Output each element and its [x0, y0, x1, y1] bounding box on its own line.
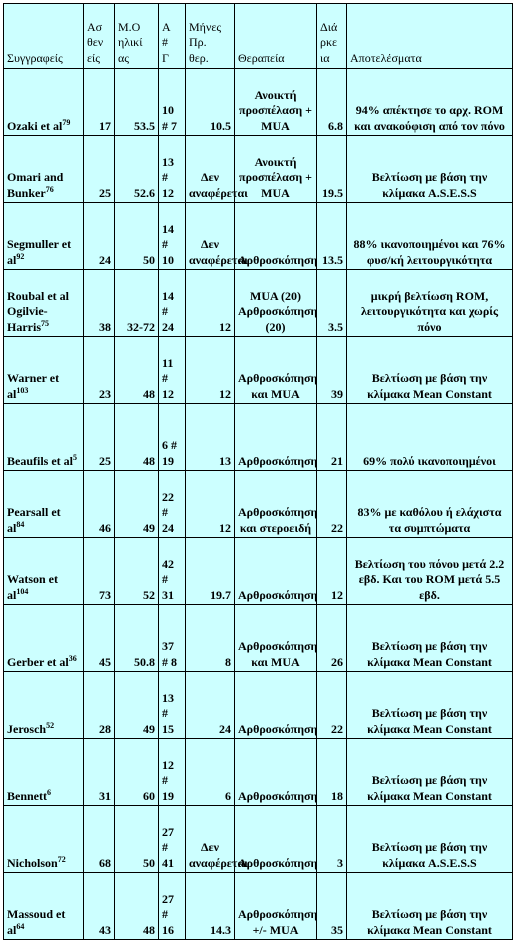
results-cell: 94% απέκτησε το αρχ. ROM και ανακούφιση από τον πόνο [347, 69, 513, 136]
months-cell: 12 [186, 270, 235, 337]
ratio-cell: 11 # 12 [159, 337, 186, 404]
author-cell [4, 203, 84, 270]
patients-cell: 46 [84, 471, 115, 538]
duration-cell: 21 [317, 404, 347, 471]
patients-cell: 45 [84, 605, 115, 672]
age-cell: 48 [115, 337, 159, 404]
therapy-cell: Αρθροσκόπηση +/- MUA [235, 873, 317, 940]
months-cell: 10.5 [186, 69, 235, 136]
reference-number: 75 [41, 318, 49, 328]
therapy-cell: Αρθροσκόπηση [235, 203, 317, 270]
age-cell: 49 [115, 471, 159, 538]
therapy-cell: Αρθροσκόπηση [235, 404, 317, 471]
patients-cell: 23 [84, 337, 115, 404]
results-cell: μικρή βελτίωση ROM, λειτουργικότητα και χωρίς πόνο [347, 270, 513, 337]
header-results: Αποτελέσματα [347, 4, 513, 69]
age-cell: 50 [115, 806, 159, 873]
author-cell [4, 136, 84, 203]
reference-number: 104 [16, 586, 29, 596]
studies-table [3, 3, 513, 940]
header-author: Συγγραφείς [4, 4, 84, 69]
table-row [4, 404, 513, 471]
table-row [4, 873, 513, 940]
patients-cell: 28 [84, 672, 115, 739]
author-name: Bennett [7, 788, 47, 803]
patients-cell: 73 [84, 538, 115, 605]
author-cell [4, 672, 84, 739]
author-name: Watson et al [7, 572, 58, 602]
reference-number: 6 [47, 787, 51, 797]
author-name: Massoud et al [7, 907, 66, 937]
author-name: Segmuller et al [7, 237, 72, 267]
duration-cell: 35 [317, 873, 347, 940]
header-therapy: Θεραπεία [235, 4, 317, 69]
results-cell: Βελτίωση με βάση την κλίμακα Mean Constant [347, 873, 513, 940]
patients-cell: 24 [84, 203, 115, 270]
header-age: Μ.Ο ηλικί ας [115, 4, 159, 69]
patients-cell: 25 [84, 136, 115, 203]
results-cell: 69% πολύ ικανοποιημένοι [347, 404, 513, 471]
therapy-cell: Ανοικτή προσπέλαση + MUA [235, 136, 317, 203]
duration-cell: 12 [317, 538, 347, 605]
months-cell: Δεν αναφέρεται [186, 136, 235, 203]
months-cell: 19.7 [186, 538, 235, 605]
header-duration: Διά ρκε ια [317, 4, 347, 69]
table-row [4, 605, 513, 672]
months-cell: 12 [186, 471, 235, 538]
table-row [4, 270, 513, 337]
therapy-cell: Αρθροσκόπηση [235, 806, 317, 873]
patients-cell: 43 [84, 873, 115, 940]
therapy-cell: Αρθροσκόπηση και στεροειδή [235, 471, 317, 538]
author-cell [4, 806, 84, 873]
author-cell [4, 69, 84, 136]
duration-cell: 26 [317, 605, 347, 672]
ratio-cell: 27 # 16 [159, 873, 186, 940]
author-name: Ozaki et al [7, 118, 63, 133]
author-name: Omari and Bunker [7, 170, 64, 200]
author-cell [4, 538, 84, 605]
months-cell: 6 [186, 739, 235, 806]
therapy-cell: Ανοικτή προσπέλαση + MUA [235, 69, 317, 136]
author-name: Gerber et al [7, 654, 69, 669]
ratio-cell: 10 # 7 [159, 69, 186, 136]
duration-cell: 13.5 [317, 203, 347, 270]
duration-cell: 22 [317, 471, 347, 538]
age-cell: 49 [115, 672, 159, 739]
reference-number: 36 [68, 653, 77, 663]
results-cell: Βελτίωση με βάση την κλίμακα A.S.E.S.S [347, 136, 513, 203]
reference-number: 84 [16, 519, 25, 529]
patients-cell: 38 [84, 270, 115, 337]
header-patients: Ασ θεν είς [84, 4, 115, 69]
months-cell: Δεν αναφέρεται [186, 806, 235, 873]
age-cell: 48 [115, 873, 159, 940]
reference-number: 5 [73, 452, 77, 462]
author-name: Jerosch [7, 721, 47, 736]
patients-cell: 25 [84, 404, 115, 471]
therapy-cell: Αρθροσκόπηση και MUA [235, 605, 317, 672]
age-cell: 52 [115, 538, 159, 605]
author-name: Beaufils et al [7, 453, 73, 468]
patients-cell: 68 [84, 806, 115, 873]
results-cell: Βελτίωση με βάση την κλίμακα Mean Constant [347, 739, 513, 806]
author-cell [4, 404, 84, 471]
author-cell [4, 739, 84, 806]
months-cell: 12 [186, 337, 235, 404]
age-cell: 52.6 [115, 136, 159, 203]
ratio-cell: 14 # 10 [159, 203, 186, 270]
months-cell: 14.3 [186, 873, 235, 940]
therapy-cell: Αρθροσκόπηση [235, 538, 317, 605]
results-cell: 88% ικανοποιημένοι και 76% φυσ/κή λειτουργικότητα [347, 203, 513, 270]
age-cell: 50.8 [115, 605, 159, 672]
table-row [4, 806, 513, 873]
table-row [4, 471, 513, 538]
ratio-cell: 42 # 31 [159, 538, 186, 605]
reference-number: 76 [45, 184, 54, 194]
duration-cell: 3.5 [317, 270, 347, 337]
author-cell [4, 873, 84, 940]
author-name: Warner et al [7, 371, 60, 401]
ratio-cell: 14 # 24 [159, 270, 186, 337]
age-cell: 48 [115, 404, 159, 471]
duration-cell: 19.5 [317, 136, 347, 203]
table-row [4, 203, 513, 270]
author-cell [4, 605, 84, 672]
table-row [4, 538, 513, 605]
author-name: Nicholson [7, 855, 58, 870]
header-months: Μήνες Πρ. θερ. [186, 4, 235, 69]
ratio-cell: 13 # 15 [159, 672, 186, 739]
header-row [4, 4, 513, 69]
age-cell: 32-72 [115, 270, 159, 337]
author-name: Roubal et al Ogilvie-Harris [7, 288, 70, 334]
results-cell: Βελτίωση με βάση την κλίμακα A.S.E.S.S [347, 806, 513, 873]
results-cell: 83% με καθόλου ή ελάχιστα τα συμπτώματα [347, 471, 513, 538]
patients-cell: 17 [84, 69, 115, 136]
reference-number: 64 [16, 921, 25, 931]
duration-cell: 3 [317, 806, 347, 873]
author-cell [4, 270, 84, 337]
therapy-cell: MUA (20) Αρθροσκόπηση (20) [235, 270, 317, 337]
age-cell: 53.5 [115, 69, 159, 136]
duration-cell: 22 [317, 672, 347, 739]
reference-number: 52 [46, 720, 55, 730]
results-cell: Βελτίωση με βάση την κλίμακα Mean Constant [347, 337, 513, 404]
ratio-cell: 6 # 19 [159, 404, 186, 471]
table-row [4, 136, 513, 203]
reference-number: 103 [16, 385, 29, 395]
table-row [4, 739, 513, 806]
therapy-cell: Αρθροσκόπηση [235, 672, 317, 739]
reference-number: 72 [57, 854, 66, 864]
therapy-cell: Αρθροσκόπηση και MUA [235, 337, 317, 404]
header-ag: Α # Γ [159, 4, 186, 69]
months-cell: Δεν αναφέρεται [186, 203, 235, 270]
table-row [4, 69, 513, 136]
table-row [4, 337, 513, 404]
age-cell: 50 [115, 203, 159, 270]
results-cell: Βελτίωση με βάση την κλίμακα Mean Constant [347, 672, 513, 739]
ratio-cell: 27 # 41 [159, 806, 186, 873]
months-cell: 8 [186, 605, 235, 672]
therapy-cell: Αρθροσκόπηση [235, 739, 317, 806]
author-cell [4, 337, 84, 404]
duration-cell: 18 [317, 739, 347, 806]
months-cell: 13 [186, 404, 235, 471]
ratio-cell: 22 # 24 [159, 471, 186, 538]
reference-number: 92 [16, 251, 25, 261]
author-cell [4, 471, 84, 538]
results-cell: Βελτίωση με βάση την κλίμακα Mean Constant [347, 605, 513, 672]
results-cell: Βελτίωση του πόνου μετά 2.2 εβδ. Και του ROM μετά 5.5 εβδ. [347, 538, 513, 605]
ratio-cell: 37 # 8 [159, 605, 186, 672]
ratio-cell: 12 # 19 [159, 739, 186, 806]
duration-cell: 6.8 [317, 69, 347, 136]
table-row [4, 672, 513, 739]
ratio-cell: 13 # 12 [159, 136, 186, 203]
patients-cell: 31 [84, 739, 115, 806]
reference-number: 79 [62, 117, 71, 127]
months-cell: 24 [186, 672, 235, 739]
author-name: Pearsall et al [7, 505, 61, 535]
duration-cell: 39 [317, 337, 347, 404]
age-cell: 60 [115, 739, 159, 806]
